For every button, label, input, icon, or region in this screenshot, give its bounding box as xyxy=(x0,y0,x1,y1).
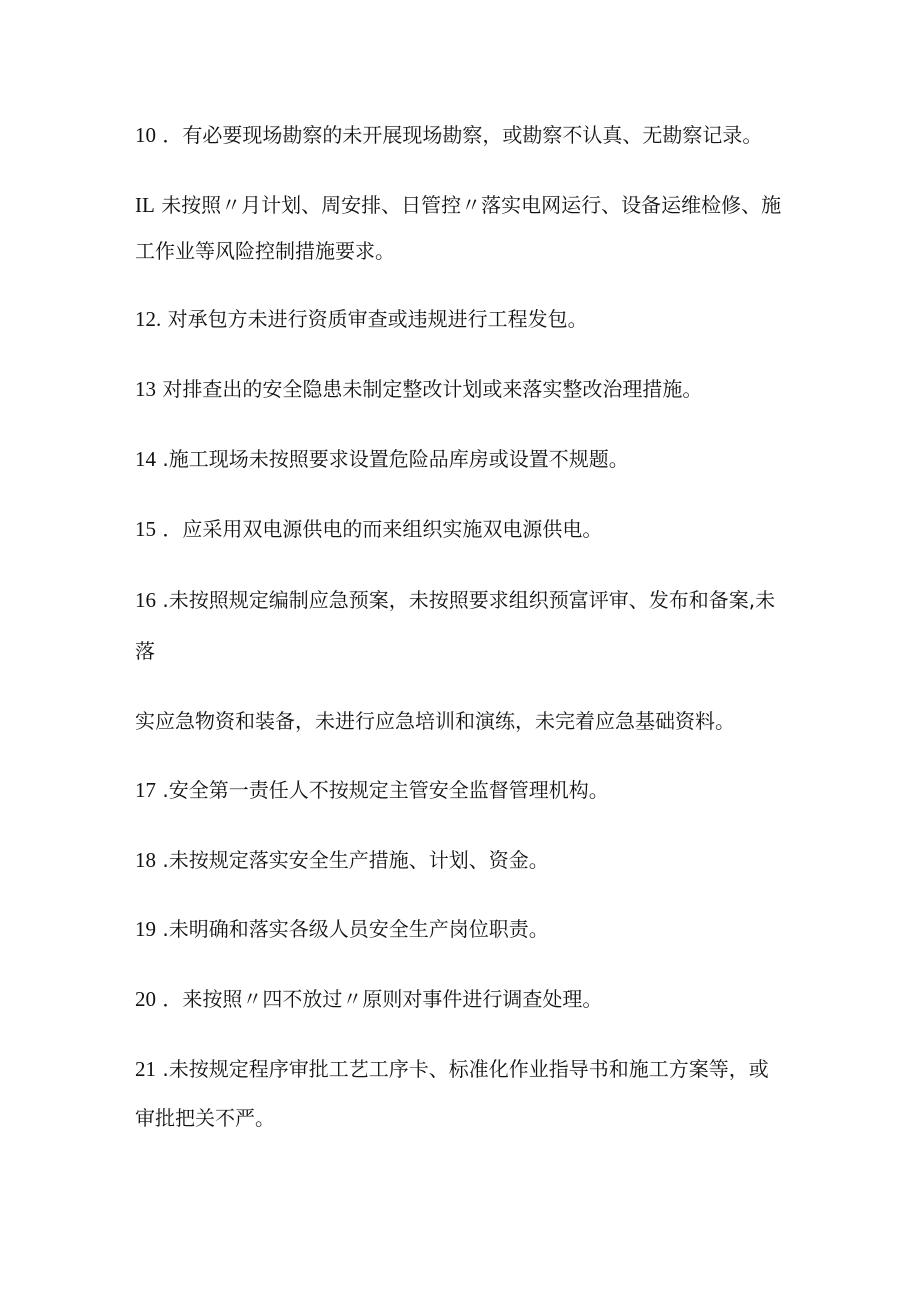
item-text: 对承包方未进行资质审查或违规进行工程发包。 xyxy=(167,307,588,331)
item-text: ．应采用双电源供电的而来组织实施双电源供电。 xyxy=(162,517,603,541)
item-text: 对排查出的安全隐患未制定整改计划或来落实整改治理措施。 xyxy=(162,377,703,401)
list-item xyxy=(135,447,795,471)
list-item xyxy=(135,377,795,401)
item-text: .安全第一责任人不按规定主管安全监督管理机构。 xyxy=(162,778,609,802)
item-text: ．有必要现场勘察的未开展现场勘察，或勘察不认真、无勘察记录。 xyxy=(162,123,763,147)
item-text: 工作业等风险控制措施要求。 xyxy=(135,239,395,263)
list-item xyxy=(135,917,795,941)
item-number: 18 xyxy=(135,848,156,872)
item-number: 19 xyxy=(135,917,156,941)
item-number: 13 xyxy=(135,377,156,401)
item-number: 10 xyxy=(135,123,156,147)
list-item-continuation xyxy=(135,709,795,733)
list-item xyxy=(135,123,795,147)
item-text: .施工现场未按照要求设置危险品库房或设置不规题。 xyxy=(162,447,629,471)
list-item-continuation xyxy=(135,239,795,263)
list-item xyxy=(135,307,795,331)
item-number: 16 xyxy=(135,588,156,612)
item-text: .未按规定程序审批工艺工序卡、标准化作业指导书和施工方案等，或 xyxy=(162,1057,769,1081)
list-item xyxy=(135,588,795,612)
item-text: .未按规定落实安全生产措施、计划、资金。 xyxy=(162,848,549,872)
list-item-continuation xyxy=(135,639,795,663)
list-item xyxy=(135,193,795,217)
list-item-continuation xyxy=(135,1106,795,1130)
item-text: 审批把关不严。 xyxy=(135,1106,275,1130)
item-text: ．来按照〃四不放过〃原则对事件进行调查处理。 xyxy=(162,987,603,1011)
item-number: IL xyxy=(135,193,155,217)
item-text: 落 xyxy=(135,639,155,663)
item-text: .未明确和落实各级人员安全生产岗位职责。 xyxy=(162,917,549,941)
list-item xyxy=(135,987,795,1011)
list-item xyxy=(135,517,795,541)
item-number: 17 xyxy=(135,778,156,802)
item-number: 15 xyxy=(135,517,156,541)
item-number: 14 xyxy=(135,447,156,471)
item-text: .未按照规定编制应急预案，未按照要求组织预富评审、发布和备案,未 xyxy=(162,588,776,612)
item-number: 20 xyxy=(135,987,156,1011)
item-text: 未按照〃月计划、周安排、日管控〃落实电网运行、设备运维检修、施 xyxy=(161,193,782,217)
item-number: 12. xyxy=(135,307,162,331)
list-item xyxy=(135,1057,795,1081)
list-item xyxy=(135,848,795,872)
list-item xyxy=(135,778,795,802)
item-number: 21 xyxy=(135,1057,156,1081)
item-text: 实应急物资和装备，未进行应急培训和演练，未完着应急基础资料。 xyxy=(135,709,735,733)
